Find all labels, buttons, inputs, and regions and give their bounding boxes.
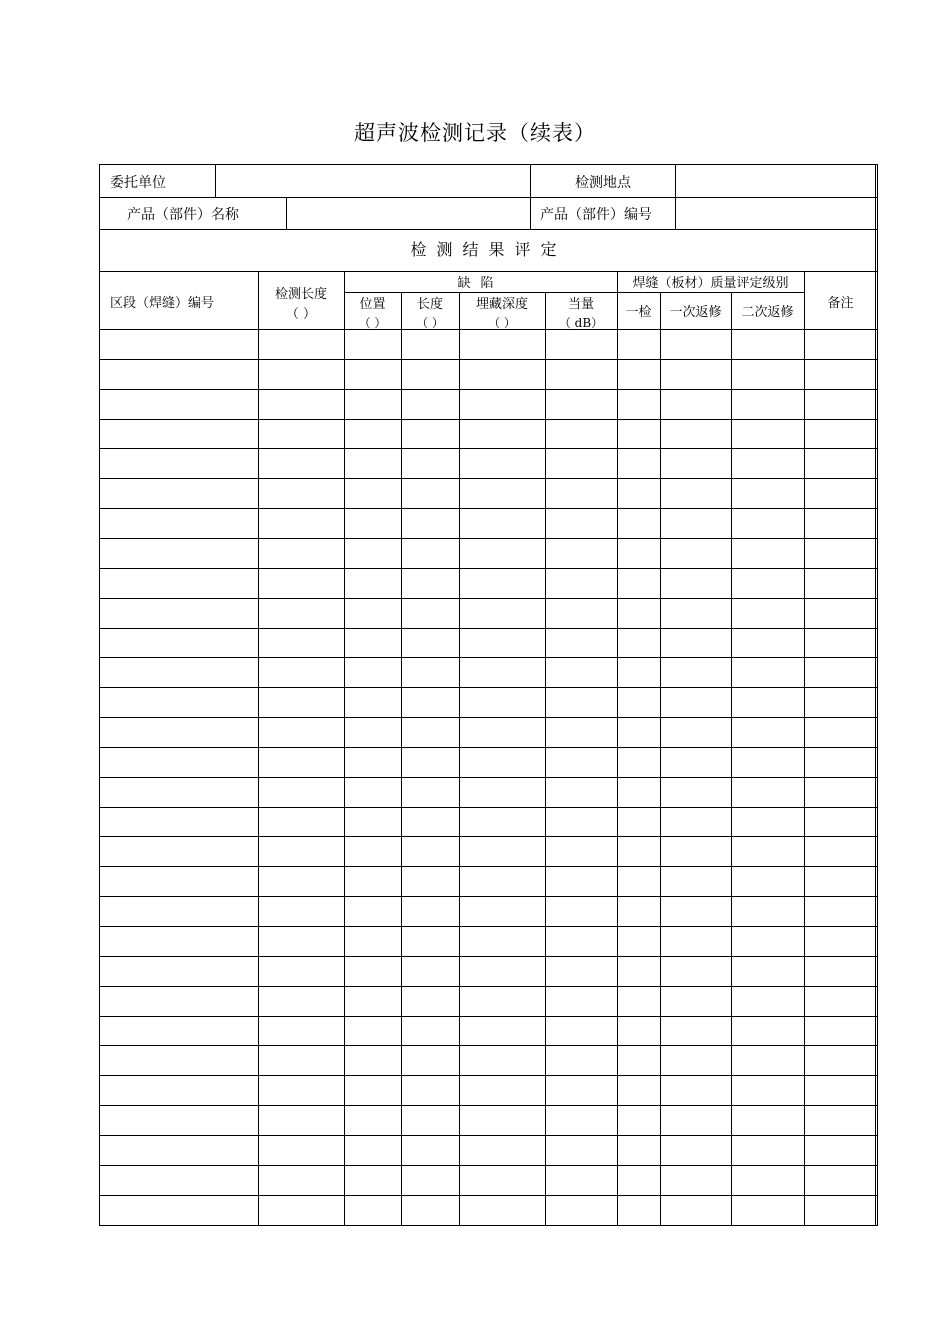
defect-length-column-header: 长度 [416, 297, 443, 312]
row-divider [100, 1225, 877, 1226]
column-line-first-repair-end [731, 292, 732, 329]
length-column-header: 检测长度 [274, 287, 327, 302]
row-divider [100, 1165, 877, 1166]
equivalent-column-unit: （ dB） [558, 316, 604, 330]
row-divider [100, 568, 877, 569]
row-divider [100, 1045, 877, 1046]
row-divider [100, 598, 877, 599]
remarks-column-header: 备注 [827, 296, 854, 311]
row-divider [100, 926, 877, 927]
row-divider [100, 1075, 877, 1076]
row-divider [100, 836, 877, 837]
column-line-defect-end [617, 271, 618, 329]
row-divider [100, 538, 877, 539]
client-label: 委托单位 [110, 175, 166, 191]
second-repair-column-header: 二次返修 [741, 305, 794, 320]
row-divider [100, 628, 877, 629]
row-divider [100, 359, 877, 360]
location-label-separator [675, 165, 676, 229]
position-column-unit: （ ） [358, 316, 387, 330]
depth-column-unit: （ ） [488, 316, 516, 330]
row-divider [100, 419, 877, 420]
equivalent-column-header: 当量 [567, 297, 594, 312]
row-divider [100, 508, 877, 509]
first-repair-column-header: 一次返修 [669, 305, 722, 320]
row-divider [100, 1195, 877, 1196]
product-number-label: 产品（部件）编号 [540, 207, 652, 223]
column-line-first-inspection-end [660, 292, 661, 329]
location-label: 检测地点 [575, 175, 631, 191]
row-divider [100, 1016, 877, 1017]
first-inspection-column-header: 一检 [625, 305, 652, 320]
length-column-unit: （ ） [285, 307, 317, 322]
section-divider [100, 271, 877, 272]
column-line-position-end [401, 292, 402, 329]
row-divider [100, 986, 877, 987]
row-divider [100, 807, 877, 808]
defect-group-header: 缺陷 [457, 276, 504, 291]
defect-length-column-unit: （ ） [416, 316, 444, 330]
quality-group-header: 焊缝（板材）质量评定级别 [632, 276, 789, 291]
inspection-form-table [99, 164, 878, 1226]
row-divider [100, 717, 877, 718]
row-divider [100, 866, 877, 867]
page-title: 超声波检测记录（续表） [354, 121, 596, 145]
column-line-depth-end [545, 292, 546, 329]
header-divider-1 [100, 197, 877, 198]
depth-column-header: 埋藏深度 [475, 297, 528, 312]
row-divider [100, 1135, 877, 1136]
row-divider [100, 896, 877, 897]
row-divider [100, 657, 877, 658]
column-line-quality-end [804, 271, 805, 329]
position-column-header: 位置 [359, 297, 386, 312]
segment-column-header: 区段（焊缝）编号 [110, 296, 215, 311]
column-line-length [258, 271, 259, 329]
header-divider-2 [100, 229, 877, 230]
client-label-separator [215, 165, 216, 197]
row-divider [100, 478, 877, 479]
product-name-separator [286, 197, 287, 229]
column-line-length-end [459, 292, 460, 329]
row-divider [100, 687, 877, 688]
row-divider [100, 389, 877, 390]
row-divider [100, 747, 877, 748]
row-divider [100, 448, 877, 449]
row-divider [100, 1105, 877, 1106]
column-line-defect-start [344, 271, 345, 329]
section-title: 检测结果评定 [410, 240, 567, 259]
row-divider [100, 777, 877, 778]
row-divider [100, 956, 877, 957]
product-name-label: 产品（部件）名称 [127, 207, 239, 223]
